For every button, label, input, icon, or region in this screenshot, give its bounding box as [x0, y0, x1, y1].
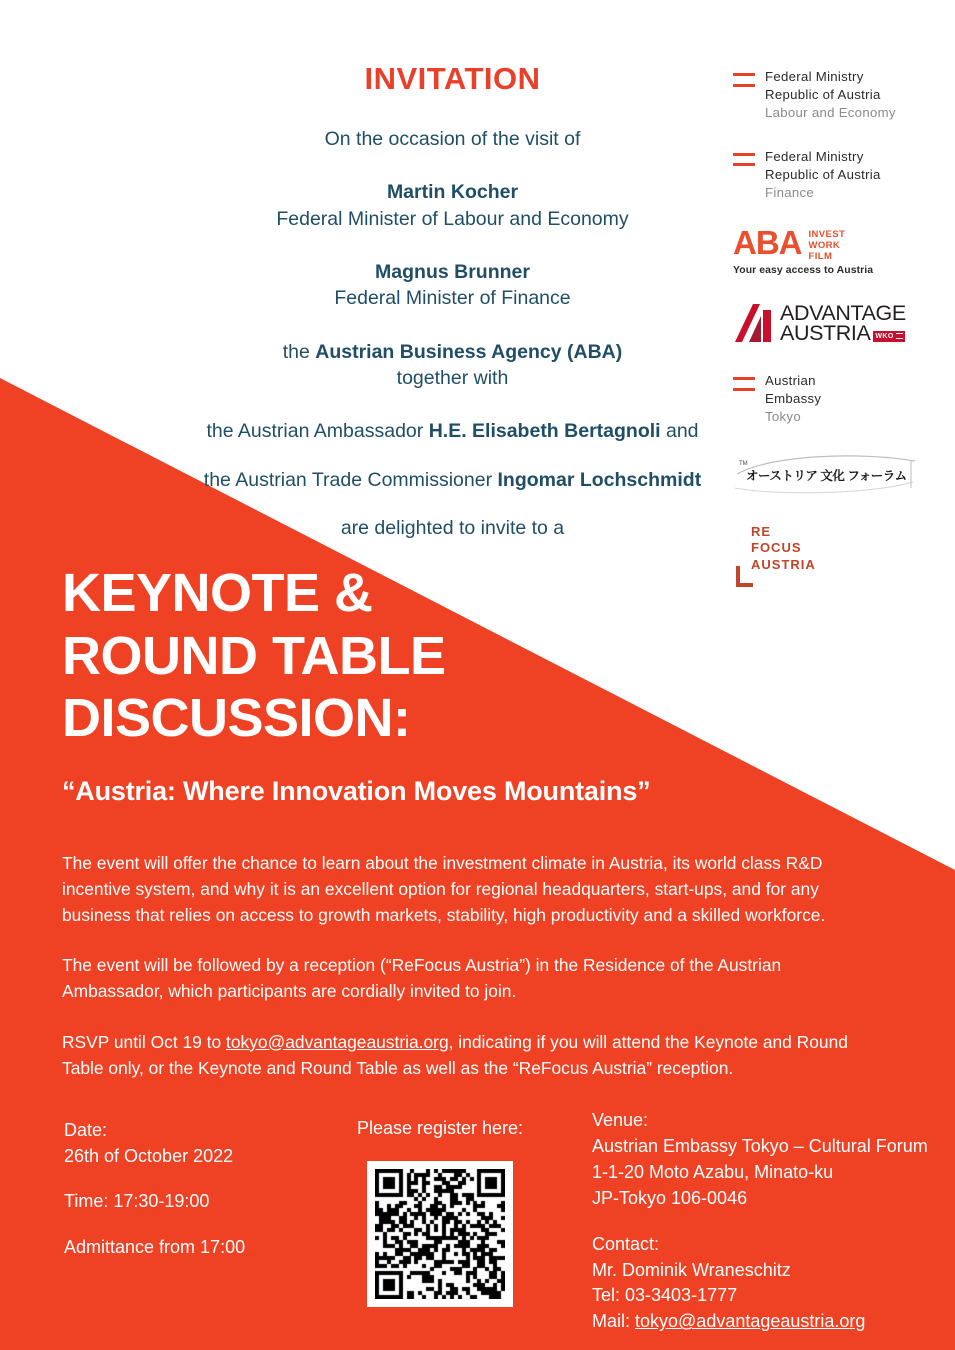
agency-line — [190, 339, 715, 365]
logo-cultural-forum — [733, 452, 933, 494]
logo-aba — [733, 223, 933, 277]
headline-line1: KEYNOTE & — [62, 563, 373, 623]
advantage-line1: ADVANTAGE — [780, 300, 906, 325]
logo-ministry-finance — [733, 148, 933, 202]
ambassador-line — [190, 418, 715, 444]
guest2-name: Magnus Brunner — [375, 261, 530, 284]
time-value: Time: 17:30-19:00 — [64, 1191, 210, 1212]
event-subtitle: “Austria: Where Innovation Moves Mountains” — [62, 776, 651, 806]
refocus-line3: AUSTRIA — [751, 556, 816, 572]
date-value: 26th of October 2022 — [64, 1145, 234, 1166]
venue-label: Venue: — [592, 1110, 649, 1130]
footer-registration — [340, 1118, 540, 1307]
rsvp-email-link[interactable]: tokyo@advantageaustria.org — [226, 1031, 449, 1052]
rsvp-prefix: RSVP until Oct 19 to — [62, 1031, 227, 1052]
refocus-line1: RE — [751, 524, 772, 540]
body-copy — [62, 850, 862, 1105]
logo-column — [733, 68, 933, 573]
aba-tag-work: WORK — [808, 239, 841, 251]
wko-badge-label: WKO — [875, 332, 894, 340]
forum-japanese-label: オーストリア 文化 フォーラム — [746, 469, 907, 484]
date-label: Date: — [64, 1120, 108, 1140]
headline-line2: ROUND TABLE — [62, 625, 446, 686]
contact-mail-line — [592, 1309, 942, 1335]
contact-label: Contact: — [592, 1233, 660, 1254]
commissioner-name: Ingomar Lochschmidt — [497, 468, 702, 491]
agency-prefix: the — [282, 340, 316, 363]
austria-flag-icon — [733, 153, 755, 169]
refocus-bracket-icon — [736, 566, 753, 587]
advantage-austria-mark-icon — [733, 302, 777, 344]
qr-code-image[interactable] — [375, 1169, 505, 1299]
wko-badge-icon — [873, 331, 904, 342]
contact-tel: Tel: 03-3403-1777 — [592, 1285, 738, 1306]
ministry-finance-line2: Republic of Austria — [765, 166, 881, 182]
headline-line3: DISCUSSION: — [62, 688, 411, 749]
wko-flag-icon — [896, 333, 903, 341]
aba-tagline: Your easy access to Austria — [733, 265, 874, 277]
closing-text: are delighted to invite to a — [340, 516, 565, 539]
aba-tag-film: FILM — [808, 251, 833, 263]
aba-tag-invest: INVEST — [808, 228, 846, 240]
forum-tm-mark: TM — [739, 461, 748, 468]
commissioner-line — [190, 467, 715, 493]
logo-refocus-austria — [733, 524, 933, 573]
austria-flag-icon — [733, 377, 755, 393]
contact-name: Mr. Dominik Wraneschitz — [592, 1259, 791, 1280]
venue-line2: 1-1-20 Moto Azabu, Minato-ku — [592, 1161, 834, 1182]
venue-line3: JP-Tokyo 106-0046 — [592, 1187, 748, 1208]
body-paragraph-2: The event will be followed by a reception (“ReFocus Austria”) in the Residence of the Austrian Ambassador, which participants are cordially invited to join. — [62, 955, 782, 1002]
contact-mail-link[interactable]: tokyo@advantageaustria.org — [635, 1311, 866, 1332]
rsvp-suffix: , indicating if you will attend the Keynote and Round Table only, or the Keynote and Round Table as well as the “ReFocus Austria” reception. — [62, 1031, 848, 1078]
agency-name: Austrian Business Agency (ABA) — [315, 340, 623, 363]
austria-flag-icon — [733, 73, 755, 89]
guest2-role: Federal Minister of Finance — [334, 287, 571, 310]
ambassador-suffix: and — [660, 420, 699, 443]
guest1-role: Federal Minister of Labour and Economy — [276, 207, 629, 230]
ambassador-name: H.E. Elisabeth Bertagnoli — [428, 420, 661, 443]
aba-wordmark: ABA — [733, 223, 802, 261]
body-paragraph-1: The event will offer the chance to learn about the investment climate in Austria, its world class R&D incentive system, and why it is an excellent option for regional headquarters, start-ups, and for any business that relies on access to growth markets, stability, high productivity and a skilled workforce. — [62, 853, 826, 926]
ambassador-prefix: the Austrian Ambassador — [206, 420, 429, 443]
ministry-labour-line1: Federal Ministry — [765, 69, 864, 84]
qr-code[interactable] — [367, 1161, 513, 1307]
footer-schedule — [64, 1118, 334, 1260]
logo-advantage-austria — [733, 302, 933, 344]
ministry-labour-line2: Republic of Austria — [765, 86, 881, 102]
register-label: Please register here: — [356, 1118, 524, 1138]
embassy-line1: Austrian — [765, 373, 816, 389]
embassy-line3: Tokyo — [765, 409, 801, 425]
refocus-line2: FOCUS — [751, 540, 802, 556]
together-with-text: together with — [396, 366, 509, 389]
commissioner-prefix: the Austrian Trade Commissioner — [203, 468, 498, 491]
footer-venue-contact — [592, 1108, 942, 1335]
occasion-text: On the occasion of the visit of — [324, 128, 581, 151]
ministry-labour-line3: Labour and Economy — [765, 104, 896, 120]
admittance-value: Admittance from 17:00 — [64, 1236, 246, 1257]
ministry-finance-line1: Federal Ministry — [765, 148, 864, 164]
embassy-line2: Embassy — [765, 391, 822, 407]
event-headline — [62, 562, 445, 750]
venue-line1: Austrian Embassy Tokyo – Cultural Forum — [592, 1135, 928, 1156]
body-paragraph-3 — [62, 1029, 862, 1081]
ministry-finance-line3: Finance — [765, 184, 815, 200]
advantage-line2: AUSTRIA — [780, 321, 871, 346]
logo-ministry-labour — [733, 68, 933, 122]
guest1-name: Martin Kocher — [386, 181, 519, 204]
contact-mail-prefix: Mail: — [592, 1311, 636, 1332]
logo-austrian-embassy — [733, 372, 933, 426]
page-title: INVITATION — [364, 61, 541, 96]
invitation-header-block — [190, 62, 715, 541]
